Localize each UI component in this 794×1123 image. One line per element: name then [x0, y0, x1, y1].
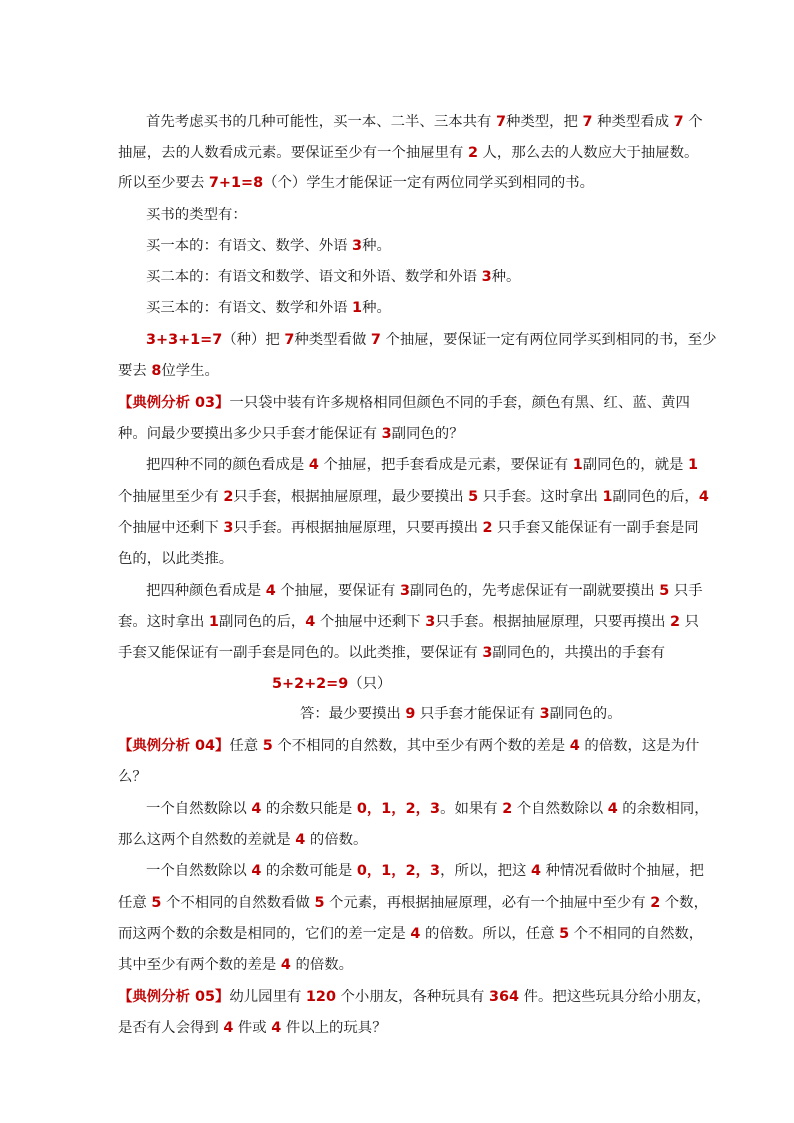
- text-line: [118, 987, 711, 1007]
- highlight-number: 1: [352, 300, 363, 316]
- highlight-number: 2: [502, 801, 513, 817]
- text-segment: 种。: [362, 238, 391, 254]
- text-segment: 个不相同的自然数看做: [161, 895, 315, 911]
- text-segment: 的倍数。: [305, 832, 368, 848]
- highlight-number: 3: [381, 426, 392, 442]
- highlight-number: 4: [251, 801, 262, 817]
- text-segment: 种类型看做: [294, 332, 371, 348]
- highlight-number: 3: [425, 614, 436, 630]
- text-line: [146, 298, 391, 318]
- text-line: [146, 205, 247, 225]
- text-segment: 买二本的：有语文和数学、语文和外语、数学和外语: [146, 269, 482, 285]
- text-line: [146, 861, 704, 881]
- text-segment: 幼儿园里有: [229, 989, 306, 1005]
- text-segment: 个抽屉，要保证一定有两位同学买到相同的书，至少: [380, 332, 717, 348]
- highlight-number: 3: [352, 238, 363, 254]
- text-segment: 只手套。根据抽屉原理，只要再摸出: [435, 614, 671, 630]
- text-segment: 买书的类型有：: [146, 207, 247, 223]
- text-segment: 其中至少有两个数的差是: [118, 957, 281, 973]
- text-segment: 种情况看做时个抽屉，把: [541, 863, 704, 879]
- highlight-number: 7: [370, 332, 381, 348]
- text-segment: 任意: [229, 738, 263, 754]
- text-line: [146, 581, 703, 601]
- text-segment: 个: [683, 114, 703, 130]
- highlight-number: 2: [670, 614, 681, 630]
- text-segment: 种类型看成: [592, 114, 674, 130]
- highlight-number: 5: [262, 738, 273, 754]
- text-segment: 副同色的，就是: [582, 457, 689, 473]
- text-line: [146, 330, 717, 350]
- highlight-number: 5: [151, 895, 162, 911]
- text-segment: 个数，: [660, 895, 708, 911]
- text-segment: 手套又能保证有一副手套是同色的。以此类推，要保证有: [118, 645, 483, 661]
- text-segment: 个抽屉中还剩下: [118, 520, 224, 536]
- text-segment: 只手套才能保证有: [415, 706, 540, 722]
- text-segment: 的倍数。所以，任意: [420, 926, 560, 942]
- highlight-number: 7: [673, 114, 684, 130]
- text-segment: 副同色的。: [549, 706, 622, 722]
- highlight-number: 0，1，2，3: [356, 863, 441, 879]
- highlight-number: 4: [265, 583, 276, 599]
- text-segment: 种。: [362, 300, 391, 316]
- text-segment: 的倍数，这是为什: [579, 738, 700, 754]
- text-line: [118, 893, 708, 913]
- highlight-number: 4: [698, 489, 709, 505]
- highlight-number: 4: [569, 738, 580, 754]
- highlight-number: 3: [482, 645, 493, 661]
- text-segment: 把四种不同的颜色看成是: [146, 457, 309, 473]
- text-segment: 一个自然数除以: [146, 863, 252, 879]
- highlight-number: 8: [151, 363, 162, 379]
- highlight-number: 5: [314, 895, 325, 911]
- highlight-number: 3: [481, 269, 492, 285]
- text-line: [272, 674, 391, 694]
- text-segment: 个不相同的自然数，: [569, 926, 704, 942]
- text-line: [118, 736, 699, 756]
- highlight-number: 9: [405, 706, 416, 722]
- text-segment: 只手套又能保证有一副手套是同: [492, 520, 699, 536]
- text-segment: 套。这时拿出: [118, 614, 209, 630]
- text-segment: 个抽屉，把手套看成是元素，要保证有: [318, 457, 573, 473]
- text-line: [146, 236, 391, 256]
- text-segment: 副同色的后，: [612, 489, 699, 505]
- highlight-number: 5: [468, 489, 479, 505]
- example-tag: 【典例分析 05】: [118, 989, 230, 1005]
- text-segment: 一个自然数除以: [146, 801, 252, 817]
- text-segment: 答：最少要摸出: [300, 706, 406, 722]
- text-segment: 买一本的：有语文、数学、外语: [146, 238, 353, 254]
- example-tag: 【典例分析 03】: [118, 395, 230, 411]
- highlight-number: 1: [208, 614, 219, 630]
- highlight-number: 4: [308, 457, 319, 473]
- text-line: [146, 799, 709, 819]
- highlight-number: 5+2+2=9: [272, 676, 349, 692]
- highlight-number: 7: [495, 114, 506, 130]
- highlight-number: 1: [602, 489, 613, 505]
- text-line: [118, 518, 699, 538]
- highlight-number: 4: [251, 863, 262, 879]
- highlight-number: 4: [305, 614, 316, 630]
- text-segment: 所以至少要去: [118, 175, 209, 191]
- text-line: [118, 424, 464, 444]
- text-segment: 人，那么去的人数应大于抽屉数。: [477, 145, 699, 161]
- highlight-number: 5: [659, 583, 670, 599]
- text-line: [118, 643, 665, 663]
- text-line: [118, 924, 703, 944]
- text-segment: 件。把这些玩具分给小朋友，: [519, 989, 711, 1005]
- text-segment: 么？: [118, 769, 147, 785]
- text-segment: 抽屉，去的人数看成元素。要保证至少有一个抽屉里有: [118, 145, 468, 161]
- text-segment: 的余数只能是: [261, 801, 357, 817]
- highlight-number: 2: [650, 895, 661, 911]
- highlight-number: 2: [223, 489, 234, 505]
- text-segment: 只手套，根据抽屉原理，最少要摸出: [233, 489, 469, 505]
- highlight-number: 3+3+1=7: [146, 332, 223, 348]
- text-segment: （种）把: [222, 332, 285, 348]
- text-line: [146, 455, 698, 475]
- highlight-number: 2: [467, 145, 478, 161]
- text-line: [118, 173, 594, 193]
- highlight-number: 7: [284, 332, 295, 348]
- highlight-number: 3: [539, 706, 550, 722]
- text-line: [118, 955, 353, 975]
- text-segment: ，所以，把这: [440, 863, 531, 879]
- highlight-number: 4: [607, 801, 618, 817]
- text-segment: 位学生。: [161, 363, 219, 379]
- text-segment: 副同色的？: [391, 426, 464, 442]
- text-segment: 种。问最少要摸出多少只手套才能保证有: [118, 426, 382, 442]
- highlight-number: 2: [482, 520, 493, 536]
- text-segment: （只）: [348, 676, 392, 692]
- highlight-number: 0，1，2，3: [356, 801, 441, 817]
- text-segment: 种。: [491, 269, 521, 285]
- text-segment: 那么这两个自然数的差就是: [118, 832, 296, 848]
- text-line: [118, 549, 233, 569]
- text-segment: 副同色的后，: [218, 614, 306, 630]
- text-segment: 把四种颜色看成是: [146, 583, 266, 599]
- text-segment: 只手套。再根据抽屉原理，只要再摸出: [233, 520, 483, 536]
- text-segment: 只手: [669, 583, 703, 599]
- text-segment: 任意: [118, 895, 152, 911]
- text-segment: 个抽屉里至少有: [118, 489, 224, 505]
- highlight-number: 3: [223, 520, 234, 536]
- text-line: [300, 704, 622, 724]
- text-segment: 的余数相同，: [617, 801, 709, 817]
- text-segment: 是否有人会得到: [118, 1020, 224, 1036]
- text-segment: （个）学生才能保证一定有两位同学买到相同的书。: [263, 175, 595, 191]
- text-line: [118, 830, 367, 850]
- highlight-number: 4: [223, 1020, 234, 1036]
- text-segment: 买三本的：有语文、数学和外语: [146, 300, 353, 316]
- text-line: [146, 267, 520, 287]
- text-segment: 。如果有: [440, 801, 503, 817]
- text-segment: 个不相同的自然数，其中至少有两个数的差是: [272, 738, 570, 754]
- text-segment: 种类型，把: [505, 114, 583, 130]
- text-segment: 要去: [118, 363, 152, 379]
- highlight-number: 5: [559, 926, 570, 942]
- text-segment: 的倍数。: [290, 957, 354, 973]
- highlight-number: 7: [582, 114, 593, 130]
- text-line: [118, 393, 690, 413]
- highlight-number: 7+1=8: [208, 175, 264, 191]
- text-line: [118, 361, 219, 381]
- text-segment: 个小朋友，各种玩具有: [335, 989, 490, 1005]
- text-segment: 个自然数除以: [512, 801, 608, 817]
- highlight-number: 4: [280, 957, 291, 973]
- text-segment: 件以上的玩具？: [281, 1020, 387, 1036]
- highlight-number: 4: [410, 926, 421, 942]
- example-tag: 【典例分析 04】: [118, 738, 230, 754]
- highlight-number: 120: [305, 989, 336, 1005]
- text-segment: 件或: [233, 1020, 272, 1036]
- text-line: [118, 767, 147, 787]
- highlight-number: 4: [530, 863, 541, 879]
- text-line: [146, 112, 703, 132]
- text-segment: 只手套。这时拿出: [478, 489, 603, 505]
- text-segment: 首先考虑买书的几种可能性，买一本、二半、三本共有: [146, 114, 496, 130]
- text-segment: 一只袋中装有许多规格相同但颜色不同的手套，颜色有黑、红、蓝、黄四: [229, 395, 690, 411]
- text-segment: 只: [680, 614, 700, 630]
- text-segment: 个元素，再根据抽屉原理，必有一个抽屉中至少有: [324, 895, 651, 911]
- highlight-number: 3: [400, 583, 411, 599]
- text-segment: 而这两个数的余数是相同的，它们的差一定是: [118, 926, 411, 942]
- highlight-number: 4: [271, 1020, 282, 1036]
- text-segment: 个抽屉中还剩下: [315, 614, 426, 630]
- highlight-number: 364: [489, 989, 520, 1005]
- text-segment: 的余数可能是: [261, 863, 357, 879]
- text-segment: 副同色的，共摸出的手套有: [492, 645, 666, 661]
- text-line: [118, 612, 699, 632]
- highlight-number: 1: [688, 457, 699, 473]
- text-line: [118, 487, 709, 507]
- text-segment: 副同色的，先考虑保证有一副就要摸出: [410, 583, 660, 599]
- text-line: [118, 143, 698, 163]
- text-segment: 个抽屉，要保证有: [275, 583, 400, 599]
- text-line: [118, 1018, 387, 1038]
- highlight-number: 4: [295, 832, 306, 848]
- highlight-number: 1: [572, 457, 583, 473]
- text-segment: 色的，以此类推。: [118, 551, 234, 567]
